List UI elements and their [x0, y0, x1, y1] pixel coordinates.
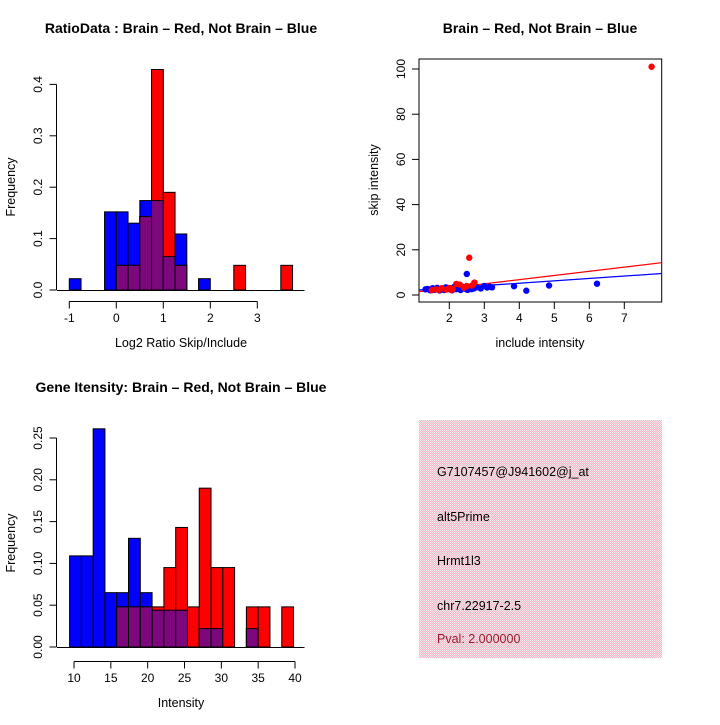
red-point	[466, 255, 472, 261]
ratio-histogram-panel	[31, 69, 305, 325]
x-tick-label: 20	[140, 671, 155, 685]
overlap-bar	[140, 216, 152, 290]
chromosome-location-text: chr7.22917-2.5	[437, 599, 522, 613]
scatter-ylabel: skip intensity	[367, 144, 381, 216]
overlap-bar	[152, 201, 164, 290]
blue-bar	[81, 556, 93, 647]
y-tick-label: 20	[394, 243, 408, 257]
y-tick-label: 0.05	[31, 593, 45, 617]
gene-hist-xlabel: Intensity	[157, 696, 205, 710]
overlap-bar	[128, 265, 140, 290]
x-tick-label: 2	[206, 311, 214, 325]
blue-point	[489, 284, 495, 290]
blue-point	[546, 282, 552, 288]
overlap-bar	[163, 257, 175, 290]
probe-id-text: G7107457@J941602@j_at	[437, 465, 589, 479]
red-bar	[234, 265, 246, 290]
x-tick-label: -1	[63, 311, 75, 325]
overlap-bar	[129, 607, 141, 647]
x-tick-label: 15	[104, 671, 118, 685]
x-tick-label: 40	[288, 671, 302, 685]
x-tick-label: 6	[585, 311, 593, 325]
x-tick-label: 2	[445, 311, 453, 325]
scatter-title: Brain – Red, Not Brain – Blue	[442, 20, 638, 36]
y-tick-label: 40	[394, 197, 408, 212]
plot-box	[419, 59, 662, 302]
ratio-hist-xlabel: Log2 Ratio Skip/Include	[114, 336, 248, 350]
x-tick-label: 25	[177, 671, 192, 685]
overlap-bar	[152, 610, 164, 647]
gene-info-panel	[419, 420, 662, 658]
splice-event-text: alt5Prime	[437, 510, 490, 524]
red-bar	[187, 607, 199, 647]
y-tick-label: 0.2	[31, 178, 45, 196]
overlap-bar	[117, 607, 129, 647]
red-point	[648, 64, 654, 70]
y-tick-label: 100	[394, 58, 408, 80]
overlap-bar	[246, 629, 258, 647]
ratio-hist-ylabel: Frequency	[4, 157, 18, 217]
overlap-bar	[211, 629, 223, 647]
hist-bars	[69, 69, 292, 290]
y-tick-label: 0.15	[31, 509, 45, 534]
x-tick-label: 0	[112, 311, 120, 325]
x-tick-label: 3	[480, 311, 488, 325]
x-tick-label: 35	[251, 671, 265, 685]
blue-bar	[199, 279, 211, 290]
x-tick-label: 1	[159, 311, 167, 325]
blue-point	[523, 288, 529, 294]
blue-bar	[93, 429, 105, 647]
intensity-scatter-panel	[394, 59, 662, 325]
y-tick-label: 0.3	[31, 127, 45, 145]
y-tick-label: 0.20	[31, 468, 45, 492]
y-tick-label: 0.4	[31, 76, 45, 93]
x-tick-label: 3	[253, 311, 261, 325]
overlap-bar	[116, 265, 128, 290]
pval-text: Pval: 2.000000	[437, 632, 521, 646]
red-bar	[281, 265, 293, 290]
y-tick-label: 0.1	[31, 230, 45, 247]
red-bar	[282, 607, 294, 647]
y-tick-label: 80	[394, 107, 408, 121]
gene-hist-ylabel: Frequency	[4, 513, 18, 573]
x-tick-label: 10	[67, 671, 81, 685]
gene-intensity-histogram-panel	[31, 426, 305, 685]
ratio-hist-title: RatioData : Brain – Red, Not Brain – Blue	[44, 20, 318, 36]
scatter-xlabel: include intensity	[495, 336, 585, 350]
gene-name-text: Hrmt1l3	[437, 554, 481, 568]
blue-bar	[105, 593, 117, 647]
x-tick-label: 5	[550, 311, 558, 325]
scatter-points	[422, 64, 655, 294]
overlap-bar	[175, 265, 187, 290]
overlap-bar	[176, 610, 188, 647]
blue-bar	[105, 212, 117, 290]
blue-point	[464, 271, 470, 277]
y-tick-label: 0.25	[31, 426, 45, 450]
red-bar	[199, 488, 211, 647]
overlap-bar	[199, 629, 211, 647]
y-tick-label: 0.10	[31, 551, 45, 576]
blue-bar	[69, 279, 81, 290]
x-tick-label: 7	[620, 311, 628, 325]
red-bar	[258, 607, 270, 647]
x-tick-label: 30	[214, 671, 229, 685]
y-tick-label: 0.0	[31, 281, 45, 299]
red-point	[471, 279, 477, 285]
y-tick-label: 0	[394, 291, 408, 299]
red-bar	[223, 568, 235, 647]
overlap-bar	[140, 607, 152, 647]
blue-point	[594, 281, 600, 287]
y-tick-label: 0.00	[31, 635, 45, 659]
blue-bar	[70, 556, 82, 647]
blue-point	[511, 283, 517, 289]
y-tick-label: 60	[394, 152, 408, 167]
overlap-bar	[164, 610, 176, 647]
x-tick-label: 4	[515, 311, 523, 325]
gene-hist-title: Gene Itensity: Brain – Red, Not Brain – Blue	[35, 379, 327, 395]
hist-bars	[70, 429, 294, 647]
